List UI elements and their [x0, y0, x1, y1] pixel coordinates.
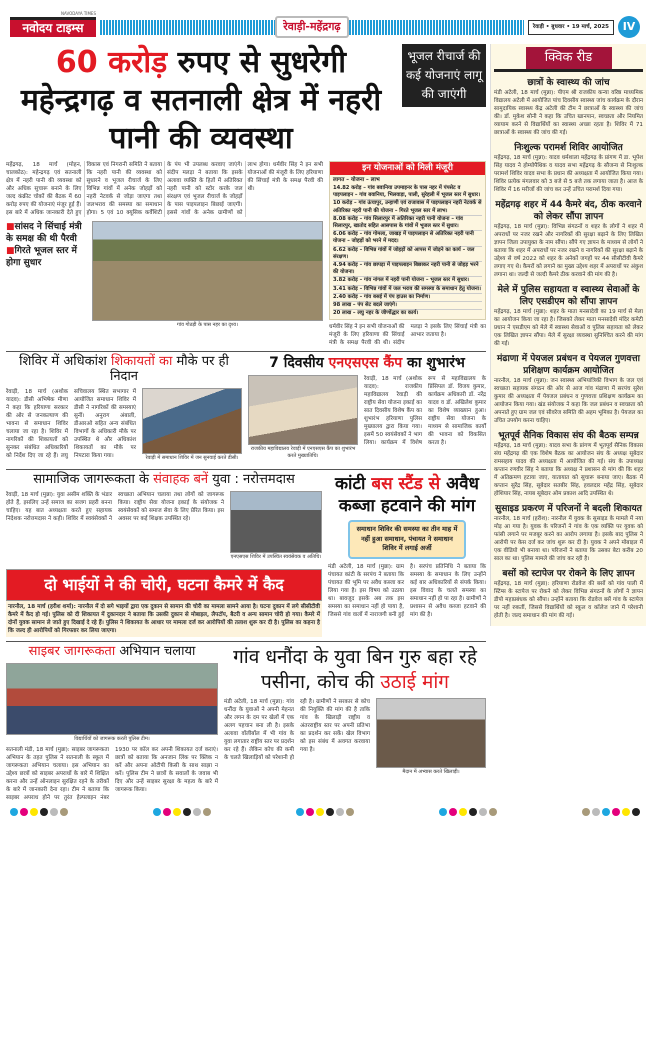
main-area [6, 44, 486, 802]
box-tail: धर्मवीर सिंह ने इन सभी योजनाओं की मंजूरी के लिए हरियाणा की सिंचाई मंत्री के समक्ष पैरवी की थी। संदीप मलड़ा ने इसके लिए सिंचाई मंत्री का आभार जताया है। [329, 324, 486, 347]
qr-title: महेंद्रगढ़ शहर में 44 कैमरे बंद, ठीक करवाने को लेकर सौंपा ज्ञापन [495, 200, 642, 222]
qr-body: महेंद्रगढ़, 18 मार्च (मुन्ना): शहर के माता मनसादेवी का 19 मार्च से मेला का आयोजन किया जा रहा है। जिसको लेकर माता मनसादेवी मंदिर कमेटी प्रधान ने एसडीएम को मेले में स्वास्थ्य सेवाओं व पुलिस सहायता को लेकर एक लिखित ज्ञापन सौंपा। मेले में सुरक्षा व्यवस्था सुनिश्चित करने की मांग की गई। [494, 309, 643, 347]
qr-title: मंढाणा में पेयजल प्रबंधन व पेयजल गुणवत्ता प्रशिक्षण कार्यक्रम आयोजित [497, 354, 640, 376]
samajik-caption: एनएसएस शिविर में उपस्थित स्वयंसेवक व अतिथि। [230, 554, 322, 561]
nss-headline: 7 दिवसीय एनएसएस कैंप का शुभारंभ [269, 355, 465, 372]
lead-subheads [6, 221, 86, 269]
approved-schemes-box [329, 161, 486, 320]
samajik-headline: सामाजिक जागरूकता के संवाहक बनें युवा : नरोत्तमदास [33, 472, 295, 488]
dhanaunda-photo [376, 698, 486, 768]
qr-title: बसों को स्टापेज पर रोकने के लिए ज्ञापन [502, 569, 635, 579]
page-body [0, 44, 650, 802]
quick-read-column [490, 44, 646, 626]
color-registration-marks [582, 808, 640, 816]
scheme-item: 4.94 करोड़ – गांव छापड़ा में पाइपलाइन बिछाकर नहरी पानी से जोहड़ भरने की योजना। [333, 262, 482, 277]
color-registration-marks [10, 808, 68, 816]
masthead-small-label: NAVODAYA TIMES [60, 11, 96, 16]
qr-title: छात्रों के स्वास्थ्य की जांच [527, 78, 610, 88]
qr-body: महेंद्रगढ़, 18 मार्च (मुन्ना): हरियाणा रोडवेज की बसों को गांव पाली में स्टिंग्स के स्टापेज पर रोकने को लेकर विभिन्न संगठनों के लोगों ने ज्ञापन डीपो महाप्रबंधक को सौंपा। उन्होंने बताया कि रोडवेज बसें गांव के स्टापेज पर नहीं रुकतीं, जिससे विद्यार्थियों को स्कूल व कॉलेज जाने में परेशानी होती है। जल्द समाधान की मांग की गई। [494, 581, 643, 619]
chori-body: नारनौल, 18 मार्च (हरीश शर्मा): नारनौल में दो सगे भाइयों द्वारा एक दुकान से सामान की चोरी का मामला सामने आया है। घटना दुकान में लगे सीसीटीवी कैमरे में कैद हो गई। पुलिस को दी शिकायत में दुकानदार ने बताया कि उसकी दुकान से मोबाइल, लैपटॉप, बैटरी व अन्य सामान चोरी हो गया। कैमरे में दोनों युवक सामान ले जाते हुए दिखाई दे रहे हैं। पुलिस ने शिकायत के आधार पर मामला दर्ज कर आरोपियों की तलाश शुरू कर दी है। पुलिस का कहना है कि जल्द ही आरोपियों को गिरफ्तार कर लिया जाएगा। [6, 601, 322, 637]
masthead [0, 0, 650, 44]
nss-photo [248, 375, 358, 445]
subhead: ■सांसद ने सिंचाई मंत्री के समक्ष की थी पैरवी [6, 222, 82, 244]
scheme-item: 6.06 करोड़ – गांव गोमला, जाखड़ में पाइपलाइन से अतिरिक्त नहरी पानी योजना – जोहड़ों को भरने में मदद। [333, 231, 482, 246]
shivir-body: रेवाड़ी, 18 मार्च (अशोक यादव): डीसी अभिषेक मीणा ने कहा कि हरियाणा सरकार की ओर से जनकल्याण की भावना से समाधान शिविर चलाया जा रहा है। शिविर में नागरिकों की शिकायतों को सुनकर संबंधित अधिकारियों को निर्देश दिए जा रहे हैं। लघु सचिवालय स्थित सभागार में आयोजित समाधान शिविर में डीसी ने नागरिकों की समस्याएं सुनीं। अनुराग अंबाली, डीआरओ सहित अन्य संबंधित विभागों के अधिकारी मौके पर उपस्थित थे और अधिकांश शिकायतों का मौके पर निपटारा किया गया। [6, 389, 136, 460]
subhead: ■गिरते भूजल स्तर में होगा सुधार [6, 246, 77, 268]
color-registration-marks [439, 808, 497, 816]
cyber-headline: साइबर जागरूकता अभियान चलाया [28, 644, 196, 660]
cyber-caption: विद्यार्थियों को जागरूक करती पुलिस टीम। [74, 736, 150, 743]
newspaper-logo: नवोदय टाइम्स [10, 17, 96, 37]
edition-tab: रेवाड़ी-महेंद्रगढ़ [275, 16, 348, 38]
scheme-item: 20 लाख – लघु नहर के जीर्णोद्धार का कार्य। [333, 310, 419, 317]
cyber-body: सतनाली मंडी, 18 मार्च (मुन्ना): साइबर जागरूकता अभियान के तहत पुलिस ने सतनाली के स्कूल में जागरूकता अभियान चलाया। इस अभियान का उद्देश्य छात्रों को साइबर अपराधों के बारे में शिक्षित करना और उन्हें ऑनलाइन सुरक्षित रहने के तरीकों के बारे में जानकारी देना रहा। टीम ने बताया कि साइबर अपराध होने पर तुरंत हेल्पलाइन नंबर 1930 पर कॉल कर अपनी शिकायत दर्ज कराएं। छात्रों को बताया कि अनजान लिंक पर क्लिक न करें और अपना ओटीपी किसी के साथ साझा न करें। पुलिस टीम ने छात्रों के सवालों के जवाब भी दिए और उन्हें साइबर सुरक्षा के महत्व के बारे में जागरूक किया। [6, 747, 218, 802]
quick-read-banner: क्विक रीड [526, 47, 612, 69]
scheme-item: 10 करोड़ – गांव ऊंचापुर, उन्हाणी एवं राजावास में पाइपलाइन नहरी नेटवर्क से अतिरिक्त नहरी पानी की योजना – गिरते भूजल स्तर में लाभ। [333, 200, 482, 215]
qr-title: सुसाइड प्रकरण में परिजनों ने बदली शिकायत [495, 504, 642, 514]
shivir-photo [142, 388, 242, 454]
lead-headline: 60 करोड़ रुपए से सुधरेगी महेन्द्रगढ़ व सतनाली क्षेत्र में नहरी पानी की व्यवस्था [20, 45, 382, 156]
scheme-item: 3.82 करोड़ – गांव नांगल में नहरी पानी योजना – भूजल स्तर में सुधार। [333, 277, 482, 285]
registration-marks-row [0, 802, 650, 820]
page-number: IV [618, 16, 640, 38]
qr-body: नारनौल, 18 मार्च (हरीश): नारनौल में युवक के सुसाइड के मामले में नया मोड़ आ गया है। युवक के परिजनों ने गांव के एक व्यक्ति पर युवक को फांसी लगाने पर मजबूर करने का आरोप लगाया है। इसके बाद पुलिस ने आरोपी पर केस दर्ज कर जांच शुरू कर दी है। युवक ने अपने मोबाइल में एक वीडियो भी बनाया था। परिजनों ने बताया कि उसका बेटा करीब 20 साल का था। पुलिस मामले की जांच कर रही है। [494, 516, 643, 562]
scheme-item: 8.08 करोड़ – गांव सिलारपुर में अतिरिक्त नहरी पानी योजना – गांव सिलारपुर, खातोद सहित आसपास के गांवों में भूजल स्तर में सुधार। [333, 216, 482, 231]
qr-title: निःशुल्क परामर्श शिविर आयोजित [514, 143, 623, 153]
kanti-body: मंडी अटेली, 18 मार्च (मुन्ना): ग्राम पंचायत कांटी के सरपंच ने बताया कि पंचायत की भूमि पर अवैध कब्जा कर लिया गया है। इस विषय को उठाया था। बावजूद इसके अब तक इस समस्या का समाधान नहीं हो पाया है, जिससे गांव वालों में नाराजगी बनी हुई है। सरपंच प्रतिनिधि ने बताया कि समस्या के समाधान के लिए उन्होंने कई बार अधिकारियों से संपर्क किया। इस विवाद के चलते समस्या का समाधान नहीं हो पा रहा है। ग्रामीणों ने प्रशासन से अवैध कब्जा हटवाने की मांग की है। [328, 563, 486, 618]
qr-body: मंडी अटेली, 18 मार्च (मुन्ना): पीएम श्री राजकीय कन्या वरिष्ठ माध्यमिक विद्यालय अटेली में आयोजित पांच दिवसीय स्वास्थ्य जांच कार्यक्रम के दौरान सामुदायिक स्वास्थ्य केंद्र अटेली की टीम ने छात्राओं के स्वास्थ्य की जांच की। डॉ. मुकेश सोनी ने कहा कि उचित खानपान, स्वच्छता और नियमित व्यायाम करने से विद्यार्थियों का स्वास्थ्य अच्छा रहता है। शिविर में 71 छात्राओं के स्वास्थ्य की जांच की गई। [494, 90, 643, 136]
date-box: रेवाड़ी • बुधवार • 19 मार्च, 2025 [528, 20, 614, 35]
color-registration-marks [296, 808, 354, 816]
scheme-item: 98 लाख – पंप सेट बदले जाएंगे। [333, 302, 482, 310]
blue-stripe-bar [100, 20, 524, 35]
shivir-headline: शिविर में अधिकांश शिकायतों का मौके पर ही निदान [19, 354, 229, 385]
qr-body: महेंद्रगढ़, 18 मार्च (मुन्ना): यादव धर्मशाला महेंद्रगढ़ के प्रांगण में डा. भूपेश सिंह यादव ने होम्योपैथिक व यादव सभा महेंद्रगढ़ के सौजन्य से निःशुल्क परामर्श शिविर यादव सभा के प्रधान की अध्यक्षता में आयोजित किया गया। शिविर प्रत्येक मंगलवार को 3 बजे से 5 बजे तक लगाया जाता है। आज के शिविर में 16 मरीजों की जांच कर उन्हें उचित परामर्श दिया गया। [494, 155, 643, 193]
scheme-item: 2.40 करोड़ – गांव बसई में पंप हाउस का निर्माण। [333, 294, 482, 302]
lead-body: महेंद्रगढ़, 18 मार्च (मोहन, चालकोठ): महेन्द्रगढ़ एवं सतनाली क्षेत्र में नहरी पानी की व्यवस्था को और अधिक सुचारू बनाने के लिए जल्द कंक्रीट चोकों की बैठक में 60 करोड़ रुपए की योजनाएं मंजूर हुई हैं। इस बारे में अधिक जानकारी देते हुए विकास एवं निगरानी समिति ने बताया कि नहरी पानी की व्यवस्था को सुधारने व भूजल रीचार्ज के लिए विभिन्न गांवों में अनेक जोहड़ों को नहरी नेटवर्क से जोड़ा जाएगा तथा जलभराव की समस्या का समाधान होगा। 5 एवं 10 क्यूसिक कर्वेशिटी के पंप भी उपलब्ध करवाए जाएंगे। संदीप मलड़ा ने बताया कि इसके अलावा व्यक्ति के हितों में अतिरिक्त नहरी पानी को स्टोर करके जल संरक्षण एवं भूजल रीचार्ज के जोहड़ों के पास पाइपलाइन बिछाई जाएगी। इससे गांवों के अनेक ग्रामीणों को लाभ होगा। धर्मवीर सिंह ने इन सभी योजनाओं की मंजूरी के लिए हरियाणा की सिंचाई मंत्री के समक्ष पैरवी की थी। [6, 162, 323, 216]
qr-title: भूतपूर्व सैनिक विकास संघ की बैठक सम्पन्न [498, 431, 639, 441]
qr-body: महेंद्रगढ़, 18 मार्च (मुन्ना): विभिन्न संगठनों व शहर के लोगों ने शहर में अपराधों पर नजर रखने और नागरिकों की सुरक्षा बढ़ाने के लिए लिखित ज्ञापन जिला उपायुक्त के नाम सौंपा। सौंपे गए ज्ञापन के माध्यम से लोगों ने बताया कि शहर में अपराधों पर नजर रखने व नागरिकों की सुरक्षा बढ़ाने के उद्देश्य से वर्ष 2022 को शहर के अनेकों जगहों पर 44 सीसीटीवी कैमरे लगाए गए थे। कैमरों को लगाने का मुख्य उद्देश्य शहर में अपराधों पर अंकुश लगाना था। जल्दी से जल्दी कैमरे ठीक करवाने की मांग की है। [494, 224, 643, 278]
shivir-caption: रेवाड़ी में समाधान शिविर में जन सुनवाई करते डीसी। [145, 455, 239, 462]
scheme-item: 14.82 करोड़ – गांव बवानिया उपमाइनर के पास नहर में पंपसेट व पाइपलाइन – गांव बवानिया, भिलवाड़ा, पाली, सुरेहली में भूजल स्तर में सुधार। [333, 185, 482, 200]
canal-photo [92, 221, 323, 321]
scheme-item: 3.41 करोड़ – विभिन्न गांवों में जल भराव की समस्या के समाधान हेतु योजना। [333, 286, 482, 294]
dhanaunda-headline: गांव धनौंदा के युवा बिन गुरु बहा रहे पसीना, कोच की उठाई मांग [233, 646, 477, 694]
qr-body: महेंद्रगढ़, 18 मार्च (मुन्ना): यादव सभा के प्रांगण में भूतपूर्व सैनिक विकास संघ महेंद्रगढ़ की एक विशेष बैठक का आयोजन संघ के अध्यक्ष सूबेदार रामसहाय यादव की अध्यक्षता में आयोजित की गई। संघ के उपाध्यक्ष कप्तान रणवीर सिंह ने बताया कि अध्यक्ष ने प्रशासन से मांग की कि शहर में अतिक्रमण हटाया जाए, यातायात को सुचारू बनाया जाए। बैठक में कप्तान सुरेंद्र सिंह, सूबेदार सतबीर सिंह, हवलदार महेंद्र सिंह, सूबेदार होशियार सिंह, नायब सूबेदार ओम प्रकाश आदि उपस्थित थे। [494, 443, 643, 497]
photo-caption: गांव गोठड़ी के पास नहर का दृश्य। [177, 322, 238, 328]
samajik-body: रेवाड़ी, 18 मार्च (मुन्ना): युवा असीम शक्ति के भंडार होते हैं, इसलिए उन्हें समाज का सजग प्रहरी बनना चाहिए। यह बात अध्यक्षता करते हुए सहायक निदेशक नरोत्तमदास ने कही। शिविर में स्वयंसेवकों ने स्वच्छता अभियान चलाया तथा लोगों को जागरूक किया। राष्ट्रीय सेवा योजना इकाई के संयोजक ने स्वयंसेवकों को समाज सेवा के लिए प्रेरित किया। इस अवसर पर कई शिक्षक उपस्थित रहे। [6, 492, 224, 523]
cyber-photo [6, 663, 218, 735]
dhanaunda-caption: मैदान में अभ्यास करते खिलाड़ी। [402, 769, 460, 776]
lead-sidebox: भूजल रीचार्ज की कई योजनाएं लागू की जाएंगी [402, 44, 486, 107]
kanti-callout: समाधान शिविर की समस्या का तीन माह में नहीं हुआ समाधान, पंचायत ने समाधान शिविर में लगाई अर्जी [348, 520, 466, 559]
nss-body: रेवाड़ी, 18 मार्च (अशोक यादव): राजकीय महाविद्यालय रेवाड़ी की राष्ट्रीय सेवा योजना इकाई का सात दिवसीय विशेष कैंप का शुभारंभ हरियाणा पुलिस मुख्यालय द्वारा किया गया। इसमें 50 स्वयंसेवकों ने भाग लिया। कार्यक्रम में विशेष रूप से महाविद्यालय के प्रिंसिपल डॉ. विजय कुमार, कार्यक्रम अधिकारी डॉ. नरेंद्र यादव व डॉ. अखिलेश कुमार का विशेष व्याख्यान हुआ। राष्ट्रीय सेवा योजना के माध्यम से सामाजिक कार्यों की भावना को विकसित करता है। [364, 375, 486, 446]
samajik-photo [230, 491, 322, 553]
qr-body: नारनौल, 18 मार्च (मुन्ना): जन स्वास्थ्य अभियांत्रिकी विभाग के जल एवं स्वच्छता सहायक संगठन की ओर से आज गांव मंढाणा में सरपंच सुरेश कुमार की अध्यक्षता में पेयजल प्रबंधन व गुणवत्ता प्रशिक्षण कार्यक्रम का आयोजन किया गया। खंड संयोजक ने कहा कि जल प्रबंधन व स्वच्छता को अपनाते हुए ग्राम जल एवं सीवरेज समिति की अहम भूमिका है। पेयजल का उचित उपयोग करना चाहिए। [494, 378, 643, 424]
kanti-headline: कांटी बस स्टैंड से अवैध कब्जा हटवाने की मांग [335, 474, 479, 517]
nss-caption: राजकीय महाविद्यालय रेवाड़ी में एनएसएस कैंप का शुभारंभ करते मुख्यातिथि। [250, 445, 356, 459]
box-header: लागत – योजना – लाभ [333, 177, 380, 183]
dhanaunda-body: मंडी अटेली, 18 मार्च (मुन्ना): गांव धनौंदा के युवाओं ने अपनी मेहनत और लगन के दम पर खेलों में एक अलग पहचान बना ली है। इसके अलावा वॉलीबॉल में भी गांव के युवा लगातार राष्ट्रीय स्तर पर प्रदर्शन कर रहे हैं। लेकिन कोच की कमी के चलते खिलाड़ियों को परेशानी हो रही है। ग्रामीणों ने सरकार से कोच की नियुक्ति की मांग की है ताकि गांव के खिलाड़ी राष्ट्रीय व अंतरराष्ट्रीय स्तर पर अपनी प्रतिभा का प्रदर्शन कर सकें। खेल विभाग को इस संबंध में अवगत करवाया गया है। [224, 699, 370, 762]
scheme-item: 6.62 करोड़ – विभिन्न गांवों में जोहड़ों को आपस में जोड़ने का कार्य – जल संरक्षण। [333, 247, 482, 262]
chori-headline: दो भाईयों ने की चोरी, घटना कैमरे में कैद [6, 569, 322, 601]
qr-title: मेले में पुलिस सहायता व स्वास्थ्य सेवाओं के लिए एसडीएम को सौंपा ज्ञापन [497, 285, 640, 307]
box-title: इन योजनाओं को मिली मंजूरी [330, 162, 485, 175]
color-registration-marks [153, 808, 211, 816]
